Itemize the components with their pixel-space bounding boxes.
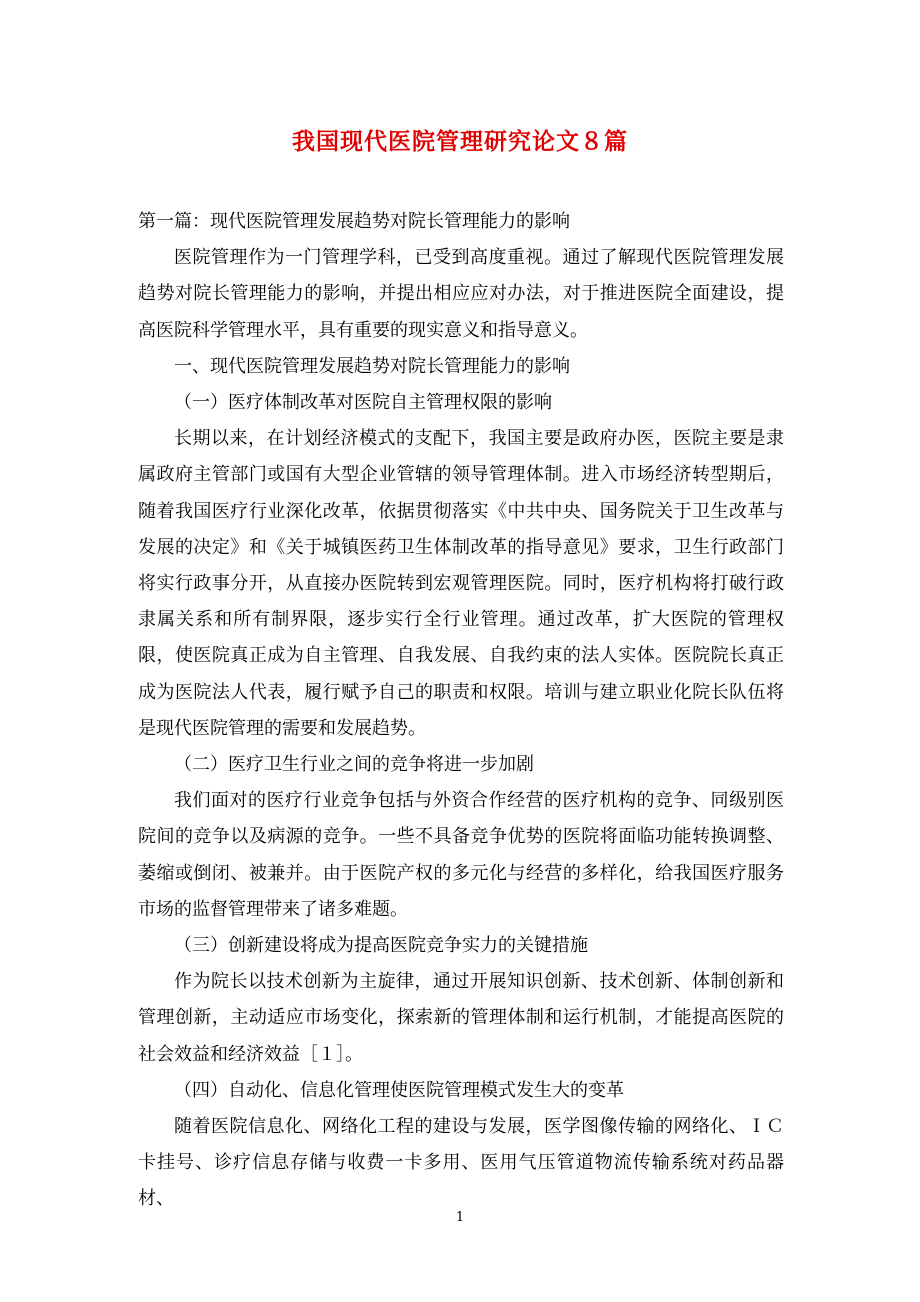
- paragraph: 第一篇：现代医院管理发展趋势对院长管理能力的影响: [138, 211, 570, 232]
- paragraph: 作为院长以技术创新为主旋律，通过开展知识创新、技术创新、体制创新和管理创新，主动适应市场变化，探索新的管理体制和运行机制，才能提高医院的社会效益和经济效益［１］。: [138, 971, 784, 1065]
- section-heading: 一、现代医院管理发展趋势对院长管理能力的影响: [174, 355, 570, 377]
- paragraph: 医院管理作为一门管理学科，已受到高度重视。通过了解现代医院管理发展趋势对院长管理能力的影响，并提出相应应对办法，对于推进医院全面建设，提高医院科学管理水平，具有重要的现实意义和指导意义。: [138, 247, 784, 341]
- document-title: 我国现代医院管理研究论文８篇: [292, 128, 628, 155]
- subsection-heading: （四）自动化、信息化管理使医院管理模式发生大的变革: [174, 1079, 624, 1101]
- document-body: [138, 204, 784, 1218]
- paragraph: 我们面对的医疗行业竞争包括与外资合作经营的医疗机构的竞争、同级别医院间的竞争以及病源的竞争。一些不具备竞争优势的医院将面临功能转换调整、萎缩或倒闭、被兼并。由于医院产权的多元化与经营的多样化，给我国医疗服务市场的监督管理带来了诸多难题。: [138, 790, 784, 920]
- subsection-heading: （一）医疗体制改革对医院自主管理权限的影响: [174, 392, 552, 414]
- subsection-heading: （二）医疗卫生行业之间的竞争将进一步加剧: [174, 754, 534, 776]
- paragraph: 随着医院信息化、网络化工程的建设与发展，医学图像传输的网络化、ＩＣ卡挂号、诊疗信息存储与收费一卡多用、医用气压管道物流传输系统对药品器材、: [138, 1116, 784, 1210]
- page-number: 1: [455, 1210, 465, 1225]
- subsection-heading: （三）创新建设将成为提高医院竞争实力的关键措施: [174, 935, 588, 957]
- paragraph: 长期以来，在计划经济模式的支配下，我国主要是政府办医，医院主要是隶属政府主管部门或国有大型企业管辖的领导管理体制。进入市场经济转型期后，随着我国医疗行业深化改革，依据贯彻落实《中共中央、国务院关于卫生改革与发展的决定》和《关于城镇医药卫生体制改革的指导意见》要求，卫生行政部门将实行政事分开，从直接办医院转到宏观管理医院。同时，医疗机构将打破行政隶属关系和所有制界限，逐步实行全行业管理。通过改革，扩大医院的管理权限，使医院真正成为自主管理、自我发展、自我约束的法人实体。医院院长真正成为医院法人代表，履行赋予自己的职责和权限。培训与建立职业化院长队伍将是现代医院管理的需要和发展趋势。: [138, 428, 784, 739]
